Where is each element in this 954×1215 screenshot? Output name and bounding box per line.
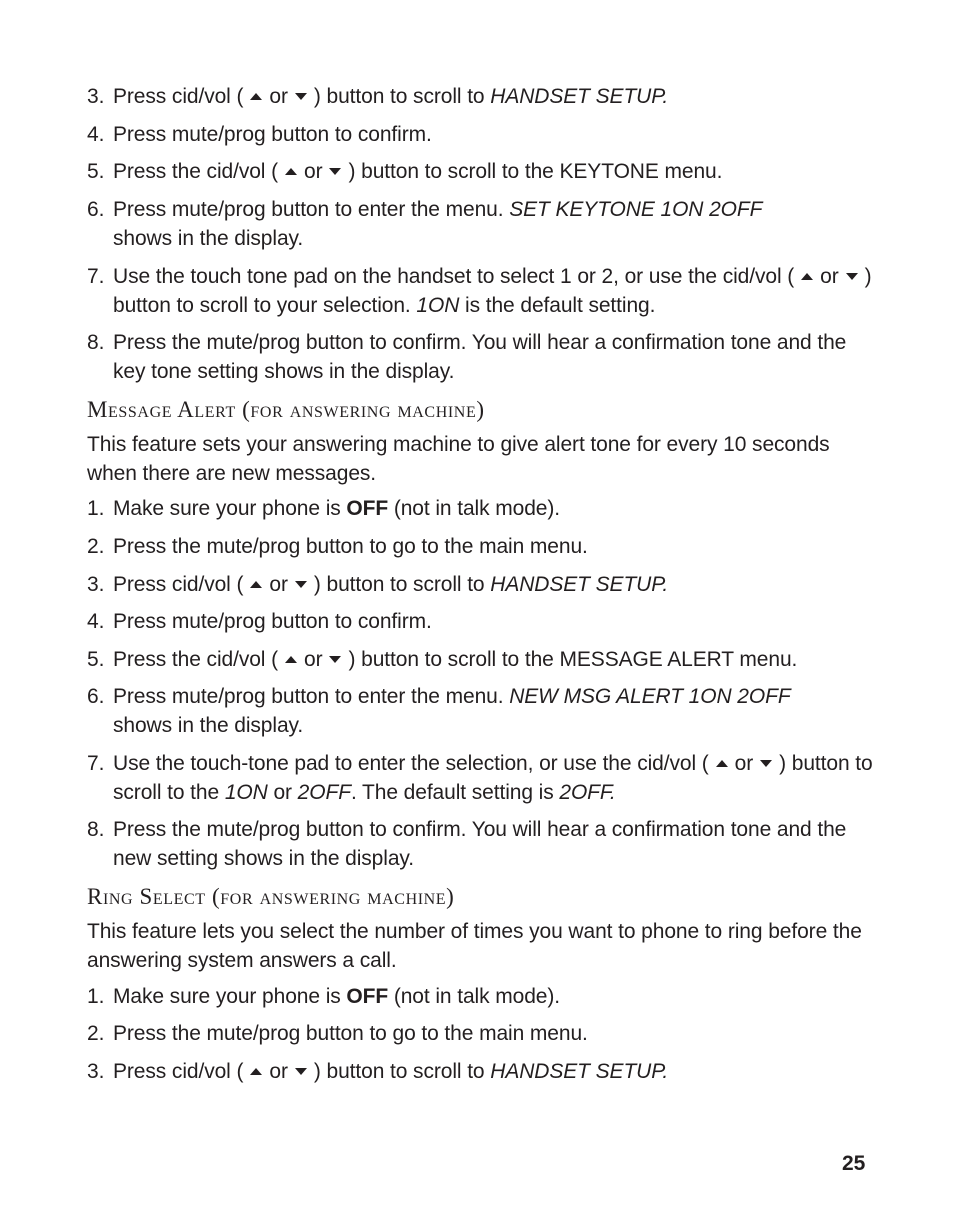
- step-scroll-message-alert: 5. Press the cid/vol ( or ) button to scroll to the MESSAGE ALERT menu.: [87, 645, 877, 674]
- step-phone-off: 1. Make sure your phone is OFF (not in talk mode).: [87, 982, 877, 1011]
- section-heading-ring-select: Ring Select (for answering machine): [87, 884, 455, 909]
- up-arrow-icon: [285, 656, 297, 663]
- step-number: 7.: [87, 752, 105, 775]
- step-number: 3.: [87, 573, 105, 596]
- down-arrow-icon: [329, 168, 341, 175]
- page-number: 25: [842, 1152, 866, 1175]
- up-arrow-icon: [250, 93, 262, 100]
- step-handset-setup: 3. Press cid/vol ( or ) button to scroll to HANDSET SETUP.: [87, 570, 877, 599]
- down-arrow-icon: [846, 273, 858, 280]
- step-handset-setup: 3. Press cid/vol ( or ) button to scroll to HANDSET SETUP.: [87, 82, 877, 111]
- step-handset-setup: 3. Press cid/vol ( or ) button to scroll to HANDSET SETUP.: [87, 1057, 877, 1086]
- step-main-menu: 2. Press the mute/prog button to go to the main menu.: [87, 1019, 877, 1048]
- step-number: 6.: [87, 685, 105, 708]
- ring-select-intro: This feature lets you select the number of times you want to phone to ring before the answering system answers a call.: [87, 920, 862, 972]
- step-number: 7.: [87, 265, 105, 288]
- down-arrow-icon: [329, 656, 341, 663]
- step-number: 5.: [87, 648, 105, 671]
- message-alert-intro: This feature sets your answering machine to give alert tone for every 10 seconds when there are new messages.: [87, 433, 830, 485]
- step-number: 3.: [87, 85, 105, 108]
- down-arrow-icon: [295, 93, 307, 100]
- step-select-keytone: 7. Use the touch tone pad on the handset to select 1 or 2, or use the cid/vol ( or ) button to scroll to your selection. 1ON is the default setting.: [87, 262, 877, 320]
- step-number: 1.: [87, 497, 105, 520]
- step-number: 4.: [87, 610, 105, 633]
- step-confirm-alert: 8. Press the mute/prog button to confirm. You will hear a confirmation tone and the new setting shows in the display.: [87, 815, 877, 873]
- up-arrow-icon: [250, 581, 262, 588]
- step-number: 5.: [87, 160, 105, 183]
- step-phone-off: 1. Make sure your phone is OFF (not in talk mode).: [87, 494, 877, 523]
- step-main-menu: 2. Press the mute/prog button to go to the main menu.: [87, 532, 877, 561]
- step-enter-keytone-menu: 6. Press mute/prog button to enter the menu. SET KEYTONE 1ON 2OFF shows in the display.: [87, 195, 877, 253]
- step-number: 4.: [87, 123, 105, 146]
- step-number: 6.: [87, 198, 105, 221]
- step-number: 8.: [87, 818, 105, 841]
- down-arrow-icon: [760, 760, 772, 767]
- step-confirm: 4. Press mute/prog button to confirm.: [87, 607, 877, 636]
- down-arrow-icon: [295, 1068, 307, 1075]
- section-heading-message-alert: Message Alert (for answering machine): [87, 397, 485, 422]
- step-select-alert: 7. Use the touch-tone pad to enter the selection, or use the cid/vol ( or ) button to scroll to the 1ON or 2OFF. The default setting is 2OFF.: [87, 749, 877, 807]
- step-number: 2.: [87, 1022, 105, 1045]
- step-enter-alert-menu: 6. Press mute/prog button to enter the menu. NEW MSG ALERT 1ON 2OFF shows in the display.: [87, 682, 877, 740]
- up-arrow-icon: [250, 1068, 262, 1075]
- up-arrow-icon: [716, 760, 728, 767]
- step-confirm-keytone: 8. Press the mute/prog button to confirm. You will hear a confirmation tone and the key tone setting shows in the display.: [87, 328, 877, 386]
- step-number: 8.: [87, 331, 105, 354]
- step-number: 3.: [87, 1060, 105, 1083]
- step-confirm: 4. Press mute/prog button to confirm.: [87, 120, 877, 149]
- step-number: 2.: [87, 535, 105, 558]
- step-scroll-keytone: 5. Press the cid/vol ( or ) button to scroll to the KEYTONE menu.: [87, 157, 877, 186]
- down-arrow-icon: [295, 581, 307, 588]
- up-arrow-icon: [801, 273, 813, 280]
- up-arrow-icon: [285, 168, 297, 175]
- step-number: 1.: [87, 985, 105, 1008]
